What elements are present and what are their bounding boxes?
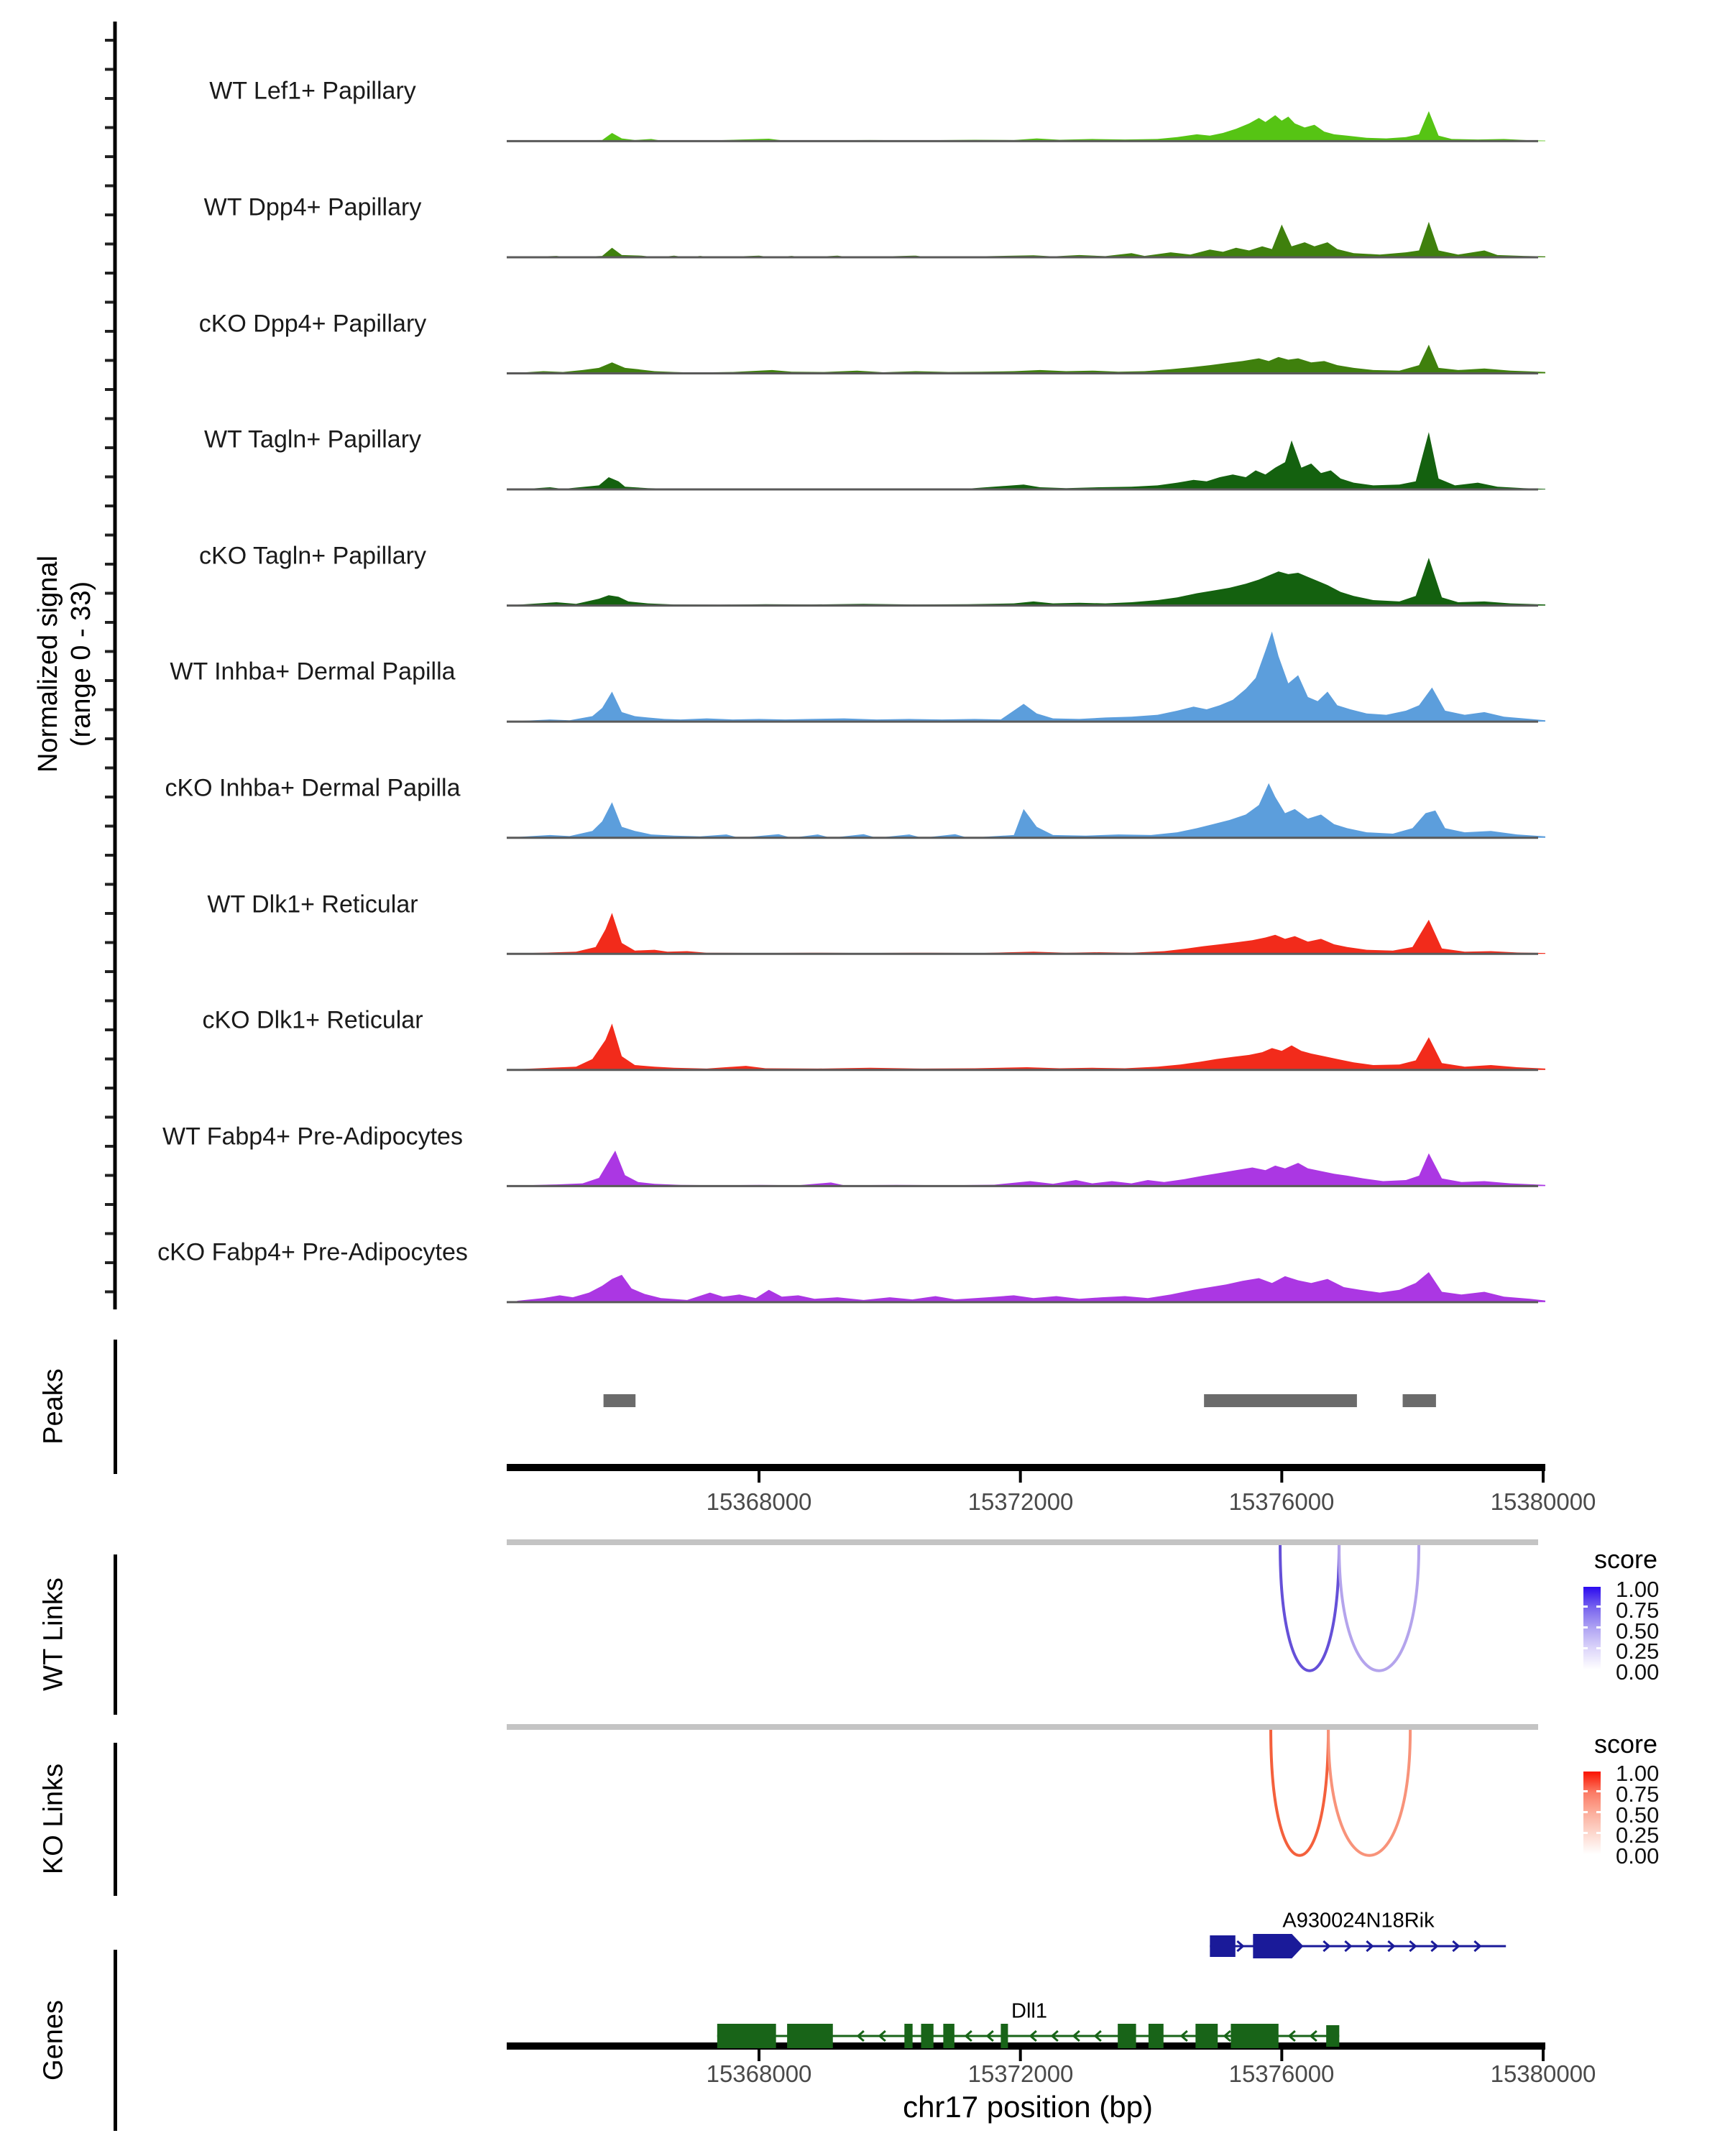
gene-exon [904, 2024, 912, 2048]
track-label-wt-dpp4: WT Dpp4+ Papillary [203, 193, 422, 221]
track-label-cko-dlk1: cKO Dlk1+ Reticular [202, 1006, 423, 1034]
ko-legend-colorbar [1583, 1772, 1601, 1854]
wt-legend-tick-000: 0.00 [1616, 1659, 1660, 1685]
ko-legend-tick-075: 0.75 [1616, 1782, 1660, 1807]
colorbar-tick [1596, 1811, 1601, 1813]
panel-label-wt-links: WT Links [38, 1577, 69, 1691]
track-label-cko-dpp4: cKO Dpp4+ Papillary [198, 310, 427, 338]
colorbar-tick [1583, 1626, 1588, 1628]
wt-legend-tick-025: 0.25 [1616, 1639, 1660, 1664]
ko-legend-title: score [1593, 1729, 1658, 1759]
colorbar-tick [1596, 1790, 1601, 1792]
track-label-wt-inhba: WT Inhba+ Dermal Papilla [170, 658, 456, 686]
axis1-tick-15380000: 15380000 [1490, 1488, 1596, 1515]
gene-exon [717, 2024, 776, 2048]
coverage-area [518, 1272, 1545, 1302]
wt-legend-tick-050: 0.50 [1616, 1618, 1660, 1644]
ko-legend-tick-050: 0.50 [1616, 1802, 1660, 1828]
coverage-area [518, 558, 1545, 606]
panel-bracket [114, 1554, 117, 1715]
ko-legend-tick-100: 1.00 [1616, 1761, 1660, 1786]
coverage-area [518, 1151, 1545, 1186]
coverage-area [518, 1023, 1545, 1070]
gene-exon [1195, 2024, 1218, 2048]
panel-bracket [114, 1743, 117, 1896]
links-baseline [507, 1539, 1538, 1545]
track-label-wt-fabp4: WT Fabp4+ Pre-Adipocytes [162, 1123, 463, 1151]
coverage-area [518, 783, 1545, 838]
axis2-tick-15372000: 15372000 [967, 2060, 1074, 2087]
panel-label-peaks: Peaks [38, 1368, 69, 1445]
panel-bracket [114, 1950, 117, 2131]
axis2-tick-15368000: 15368000 [706, 2060, 812, 2087]
genome-axis [507, 2042, 1545, 2050]
coverage-area [518, 111, 1545, 142]
gene-exon [1253, 1934, 1303, 1958]
gene-exon [1210, 1935, 1235, 1957]
ko-legend-tick-000: 0.00 [1616, 1843, 1660, 1869]
panel-label-genes: Genes [38, 2000, 69, 2081]
axis2-tick-15380000: 15380000 [1490, 2060, 1596, 2087]
track-label-cko-inhba: cKO Inhba+ Dermal Papilla [165, 774, 461, 802]
axis2-tick-15376000: 15376000 [1228, 2060, 1335, 2087]
links-baseline [507, 1724, 1538, 1730]
gene-exon [921, 2024, 933, 2048]
colorbar-tick [1596, 1626, 1601, 1628]
axis1-tick-15376000: 15376000 [1228, 1488, 1335, 1515]
wt-legend-colorbar [1583, 1587, 1601, 1669]
peak-rect [1403, 1394, 1436, 1407]
gene-exon [1118, 2024, 1136, 2048]
coverage-area [518, 913, 1545, 954]
coverage-area [518, 222, 1545, 257]
peak-rect [1204, 1394, 1357, 1407]
colorbar-tick [1583, 1790, 1588, 1792]
link-arc [1271, 1730, 1328, 1856]
colorbar-tick [1583, 1832, 1588, 1834]
coverage-area [518, 432, 1545, 489]
panel-label-ko-links: KO Links [38, 1763, 69, 1875]
colorbar-tick [1596, 1606, 1601, 1608]
gene-exon [943, 2024, 954, 2048]
peak-rect [604, 1394, 636, 1407]
track-label-cko-tagln: cKO Tagln+ Papillary [199, 542, 426, 570]
panel-bracket [114, 1340, 117, 1474]
y-axis-label-line2: (range 0 - 33) [66, 581, 96, 747]
coverage-area [518, 345, 1545, 374]
link-arc [1280, 1545, 1339, 1671]
wt-legend-title: score [1593, 1544, 1658, 1574]
wt-legend-tick-075: 0.75 [1616, 1598, 1660, 1623]
ko-legend-tick-025: 0.25 [1616, 1823, 1660, 1848]
gene-exon [1326, 2025, 1339, 2047]
gene-exon [1000, 2024, 1008, 2048]
genome-axis [507, 1464, 1545, 1471]
y-axis-label-line1: Normalized signal [33, 555, 63, 773]
track-label-wt-dlk1: WT Dlk1+ Reticular [207, 890, 418, 918]
colorbar-tick [1583, 1606, 1588, 1608]
track-label-wt-lef1: WT Lef1+ Papillary [209, 77, 416, 105]
colorbar-tick [1596, 1832, 1601, 1834]
gene-exon [1149, 2024, 1164, 2048]
link-arc [1328, 1730, 1410, 1856]
colorbar-tick [1583, 1647, 1588, 1649]
y-axis-label [32, 556, 98, 773]
gene-exon [787, 2024, 833, 2048]
x-axis-label: chr17 position (bp) [903, 2090, 1153, 2124]
gene-label-dll1: Dll1 [1011, 1999, 1047, 2023]
link-arc [1339, 1545, 1419, 1671]
colorbar-tick [1596, 1647, 1601, 1649]
axis1-tick-15368000: 15368000 [706, 1488, 812, 1515]
track-label-wt-tagln: WT Tagln+ Papillary [203, 425, 422, 453]
colorbar-tick [1583, 1811, 1588, 1813]
gene-exon [1230, 2024, 1278, 2048]
wt-legend-tick-100: 1.00 [1616, 1577, 1660, 1602]
track-label-cko-fabp4: cKO Fabp4+ Pre-Adipocytes [157, 1238, 468, 1266]
gene-label-a930024n18rik: A930024N18Rik [1282, 1909, 1435, 1932]
coverage-area [518, 632, 1545, 722]
axis1-tick-15372000: 15372000 [967, 1488, 1074, 1515]
